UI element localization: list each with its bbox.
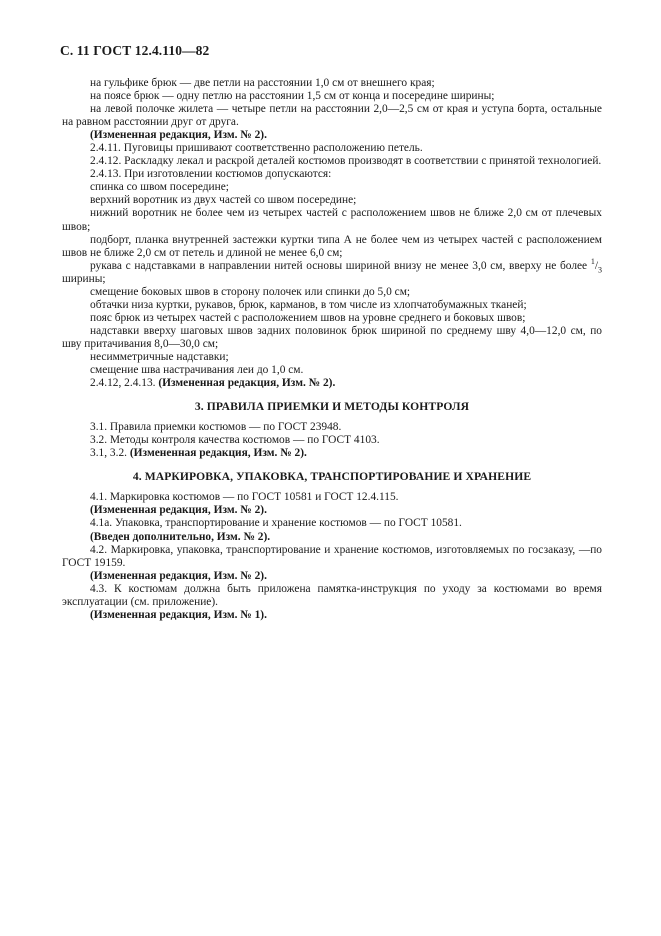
list-item: смещение шва настрачивания леи до 1,0 см. bbox=[90, 364, 304, 377]
amendment-note bbox=[62, 377, 602, 390]
amendment-note: (Измененная редакция, Изм. № 2). bbox=[90, 504, 267, 517]
paragraph: на поясе брюк — одну петлю на расстоянии 1,5 см от конца и посередине ширины; bbox=[90, 90, 495, 103]
list-item: нижний воротник не более чем из четырех частей с расположением швов не ближе 2,0 см от плечевых швов; bbox=[62, 207, 602, 233]
clause-4-1: 4.1. Маркировка костюмов — по ГОСТ 10581 и ГОСТ 12.4.115. bbox=[90, 491, 399, 504]
list-item: надставки вверху шаговых швов задних половинок брюк шириной по среднему шву 4,0—12,0 см, по шву притачивания 8,0—30,0 см; bbox=[62, 324, 602, 350]
clause-2-4-12: 2.4.12. Раскладку лекал и раскрой деталей костюмов производят в соответствии с принятой технологией. bbox=[90, 155, 602, 168]
clause-2-4-13: 2.4.13. При изготовлении костюмов допускаются: bbox=[90, 168, 332, 181]
list-item: смещение боковых швов в сторону полочек или спинки до 5,0 см; bbox=[90, 285, 411, 298]
clause-ref: 3.1, 3.2. bbox=[90, 447, 128, 460]
paragraph: на левой полочке жилета — четыре петли на расстоянии 2,0—2,5 см от края и уступа борта, остальные на равном расстоянии друг от друга. bbox=[62, 103, 602, 129]
section-3-heading: 3. ПРАВИЛА ПРИЕМКИ И МЕТОДЫ КОНТРОЛЯ bbox=[194, 400, 470, 414]
list-item: пояс брюк из четырех частей с расположением швов на уровне среднего и боковых швов; bbox=[90, 311, 526, 324]
list-item: подборт, планка внутренней застежки куртки типа А не более чем из четырех частей с расположением швов не ближе 2,0 см от петель и длиной не менее 6,0 см; bbox=[62, 233, 602, 259]
list-item-text: рукава с надставками в направлении нитей основы шириной внизу не менее 3,0 см, вверху не более bbox=[90, 259, 591, 272]
clause-3-2: 3.2. Методы контроля качества костюмов — по ГОСТ 4103. bbox=[90, 434, 380, 447]
fraction-numerator: 1 bbox=[590, 256, 595, 266]
clause-4-1a: 4.1а. Упаковка, транспортирование и хранение костюмов — по ГОСТ 10581. bbox=[90, 517, 462, 530]
list-item: верхний воротник из двух частей со швом посередине; bbox=[90, 194, 357, 207]
list-item: обтачки низа куртки, рукавов, брюк, карманов, в том числе из хлопчатобумажных тканей; bbox=[90, 298, 527, 311]
amendment-note bbox=[62, 447, 602, 460]
amendment-note: (Измененная редакция, Изм. № 2). bbox=[90, 129, 267, 142]
clause-3-1: 3.1. Правила приемки костюмов — по ГОСТ 23948. bbox=[90, 421, 342, 434]
clause-4-2: 4.2. Маркировка, упаковка, транспортирование и хранение костюмов, изготовляемых по госзаказу, —по ГОСТ 19159. bbox=[62, 543, 602, 569]
fraction-denominator: 3 bbox=[598, 264, 602, 274]
amendment-note: (Измененная редакция, Изм. № 2). bbox=[90, 569, 267, 582]
paragraph: на гульфике брюк — две петли на расстоянии 1,0 см от внешнего края; bbox=[90, 77, 435, 89]
clause-2-4-11: 2.4.11. Пуговицы пришивают соответственно расположению петель. bbox=[90, 142, 423, 155]
amendment-text: (Измененная редакция, Изм. № 2). bbox=[129, 447, 307, 460]
page-header: С. 11 ГОСТ 12.4.110—82 bbox=[60, 43, 210, 58]
document-body bbox=[62, 77, 602, 622]
clause-4-3: 4.3. К костюмам должна быть приложена памятка-инструкция по уходу за костюмами во время эксплуатации (см. приложение). bbox=[62, 582, 602, 608]
list-item: несимметричные надставки; bbox=[90, 350, 229, 363]
list-item-text: ширины; bbox=[62, 272, 106, 285]
list-item: спинка со швом посередине; bbox=[90, 181, 229, 194]
clause-ref: 2.4.12, 2.4.13. bbox=[90, 377, 156, 390]
amendment-note: (Измененная редакция, Изм. № 1). bbox=[90, 608, 267, 621]
amendment-note: (Введен дополнительно, Изм. № 2). bbox=[90, 530, 271, 543]
list-item bbox=[62, 256, 602, 286]
section-4-heading: 4. МАРКИРОВКА, УПАКОВКА, ТРАНСПОРТИРОВАНИЕ И ХРАНЕНИЕ bbox=[132, 470, 532, 484]
fraction-slash: / bbox=[594, 259, 598, 272]
amendment-text: (Измененная редакция, Изм. № 2). bbox=[158, 377, 336, 390]
